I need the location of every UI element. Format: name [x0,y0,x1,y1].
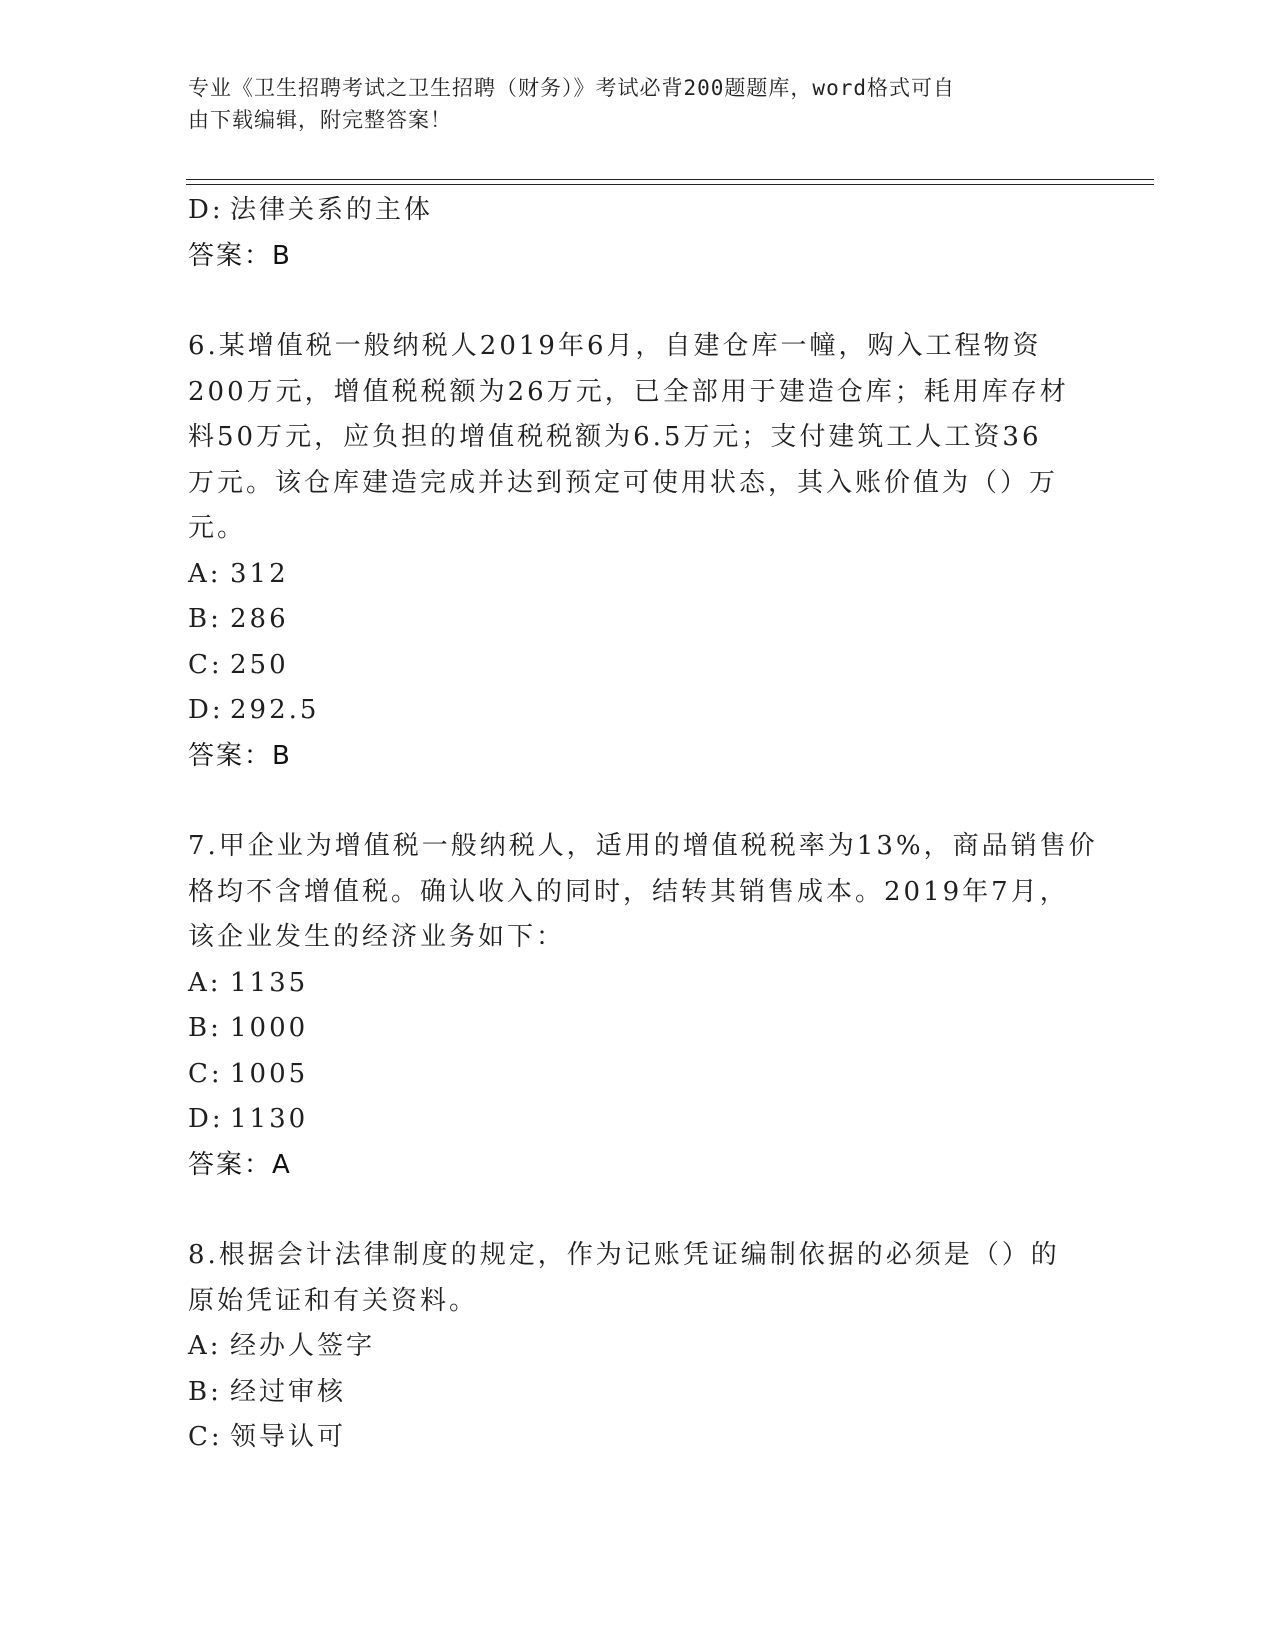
option-text: 292.5 [230,695,320,725]
option-letter: D: [188,1104,224,1134]
question-5-tail [188,188,1088,279]
header-rule-bottom [186,184,1154,185]
option-letter: D: [188,195,224,225]
option-text: 1000 [230,1013,309,1043]
option-d [188,188,1088,234]
option-text: 1130 [230,1104,309,1134]
question-7 [188,824,1098,1188]
question-content [188,188,1098,1461]
option-letter: B: [188,1013,222,1043]
question-text-line: 8.根据会计法律制度的规定，作为记账凭证编制依据的必须是（）的 [188,1240,1060,1270]
option-text: 286 [230,604,289,634]
header-rule-top [186,179,1154,180]
option-a [188,961,1088,1007]
option-text: 1005 [230,1058,309,1089]
question-text-line: 元。 [188,513,247,543]
option-d [188,688,1088,734]
option-letter: A: [188,967,222,998]
page-header [188,72,1088,136]
option-b [188,597,1088,643]
header-line-1: 专业《卫生招聘考试之卫生招聘（财务）》考试必背200题题库，word格式可自 [188,76,955,100]
header-line-2: 由下载编辑，附完整答案！ [188,108,452,132]
option-letter: A: [188,1331,222,1361]
option-text: 1135 [230,967,309,998]
spacer [188,279,1088,324]
question-text-line: 万元。该仓库建造完成并达到预定可使用状态，其入账价值为（）万 [188,467,1059,498]
question-8 [188,1233,1088,1461]
option-text: 经办人签字 [230,1331,376,1361]
answer-line: 答案：B [188,240,292,271]
option-c [188,1415,1088,1461]
option-b [188,1370,1088,1416]
question-text-line: 格均不含增值税。确认收入的同时，结转其销售成本。2019年7月， [188,876,1069,907]
question-text-line: 6.某增值税一般纳税人2019年6月，自建仓库一幢，购入工程物资 [188,331,1042,361]
answer-line: 答案：A [188,1149,292,1180]
question-text-line: 料50万元，应负担的增值税税额为6.5万元；支付建筑工人工资36 [188,422,1042,452]
option-letter: C: [188,1422,223,1452]
question-text-line: 原始凭证和有关资料。 [188,1285,479,1316]
option-text: 领导认可 [230,1422,347,1452]
option-letter: C: [188,649,223,680]
spacer [188,779,1088,824]
option-text: 法律关系的主体 [230,195,434,225]
spacer [188,1188,1088,1233]
question-text-line: 200万元，增值税税额为26万元，已全部用于建造仓库；耗用库存材 [188,376,1069,407]
option-letter: B: [188,1376,222,1407]
option-d [188,1097,1088,1143]
question-6 [188,324,1088,779]
option-b [188,1006,1088,1052]
answer-line: 答案：B [188,740,292,771]
option-a [188,1324,1088,1370]
option-c [188,1052,1088,1098]
option-a [188,552,1088,598]
option-text: 经过审核 [230,1376,347,1407]
question-text-line: 7.甲企业为增值税一般纳税人，适用的增值税税率为13%，商品销售价 [188,831,1098,861]
option-letter: C: [188,1058,223,1089]
option-letter: D: [188,695,224,725]
option-text: 250 [230,649,289,680]
question-text-line: 该企业发生的经济业务如下： [188,922,566,952]
option-letter: A: [188,558,222,589]
option-letter: B: [188,604,222,634]
option-text: 312 [230,558,289,589]
option-c [188,643,1088,689]
